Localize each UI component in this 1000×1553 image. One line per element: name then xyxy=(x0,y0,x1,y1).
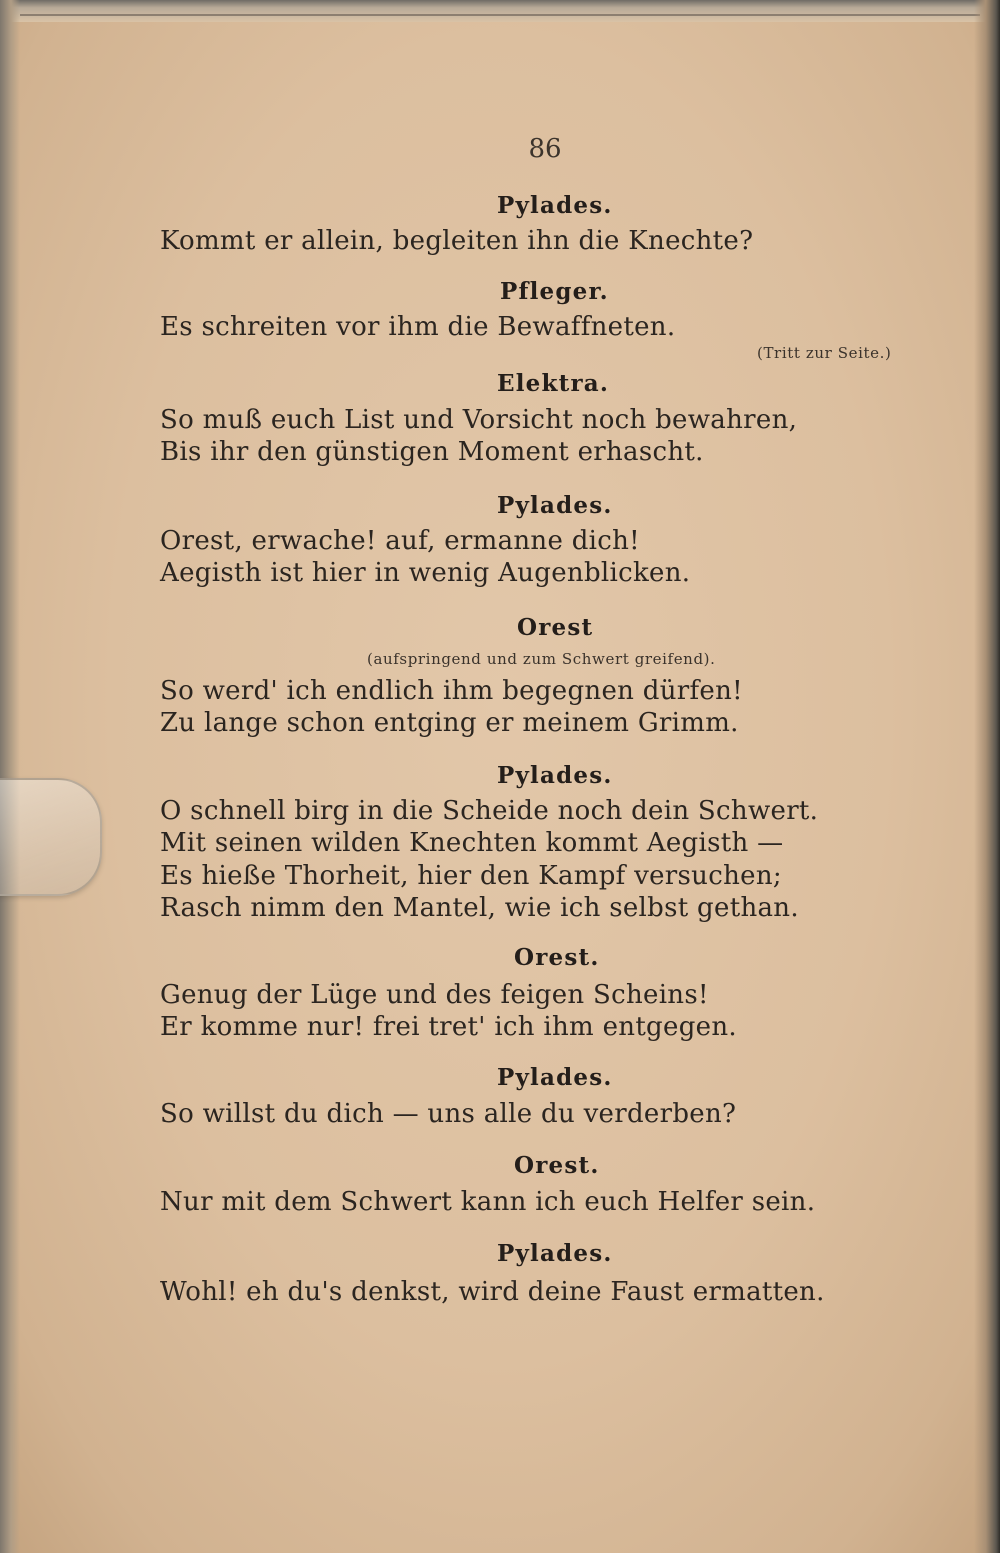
speaker-name: Pylades. xyxy=(497,1240,613,1267)
verse-line: So werd' ich endlich ihm begegnen dürfen! xyxy=(160,676,743,706)
verse-line: Mit seinen wilden Knechten kommt Aegisth — xyxy=(160,828,784,858)
verse-line: Aegisth ist hier in wenig Augenblicken. xyxy=(160,558,691,588)
verse-line: Zu lange schon entging er meinem Grimm. xyxy=(160,708,739,738)
verse-line: Bis ihr den günstigen Moment erhascht. xyxy=(160,437,704,467)
verse-line: O schnell birg in die Scheide noch dein Schwert. xyxy=(160,796,819,826)
speaker-name: Orest. xyxy=(514,1152,600,1179)
verse-line: Es schreiten vor ihm die Bewaffneten. xyxy=(160,312,676,342)
verse-line: Wohl! eh du's denkst, wird deine Faust ermatten. xyxy=(160,1277,825,1307)
page-top-rule xyxy=(20,14,980,16)
speaker-name: Pylades. xyxy=(497,1064,613,1091)
stage-direction: (aufspringend und zum Schwert greifend). xyxy=(367,650,716,668)
verse-line: Kommt er allein, begleiten ihn die Knechte? xyxy=(160,226,754,256)
page-right-edge xyxy=(974,0,1000,1553)
stage-direction: (Tritt zur Seite.) xyxy=(757,344,892,362)
speaker-name: Pylades. xyxy=(497,192,613,219)
speaker-name: Pylades. xyxy=(497,762,613,789)
speaker-name: Orest. xyxy=(514,944,600,971)
speaker-name: Pylades. xyxy=(497,492,613,519)
speaker-name: Orest xyxy=(517,614,594,641)
verse-line: So willst du dich — uns alle du verderben? xyxy=(160,1099,737,1129)
verse-line: Es hieße Thorheit, hier den Kampf versuchen; xyxy=(160,861,782,891)
page-number: 86 xyxy=(528,134,562,164)
speaker-name: Pfleger. xyxy=(500,278,609,305)
verse-line: Rasch nimm den Mantel, wie ich selbst gethan. xyxy=(160,893,799,923)
verse-line: Er komme nur! frei tret' ich ihm entgegen. xyxy=(160,1012,737,1042)
verse-line: Genug der Lüge und des feigen Scheins! xyxy=(160,980,709,1010)
page-tab-marker xyxy=(0,778,102,896)
verse-line: Nur mit dem Schwert kann ich euch Helfer sein. xyxy=(160,1187,816,1217)
verse-line: Orest, erwache! auf, ermanne dich! xyxy=(160,526,640,556)
speaker-name: Elektra. xyxy=(497,370,610,397)
page-left-edge xyxy=(0,0,20,1553)
verse-line: So muß euch List und Vorsicht noch bewahren, xyxy=(160,405,798,435)
page-top-edge xyxy=(0,0,1000,22)
